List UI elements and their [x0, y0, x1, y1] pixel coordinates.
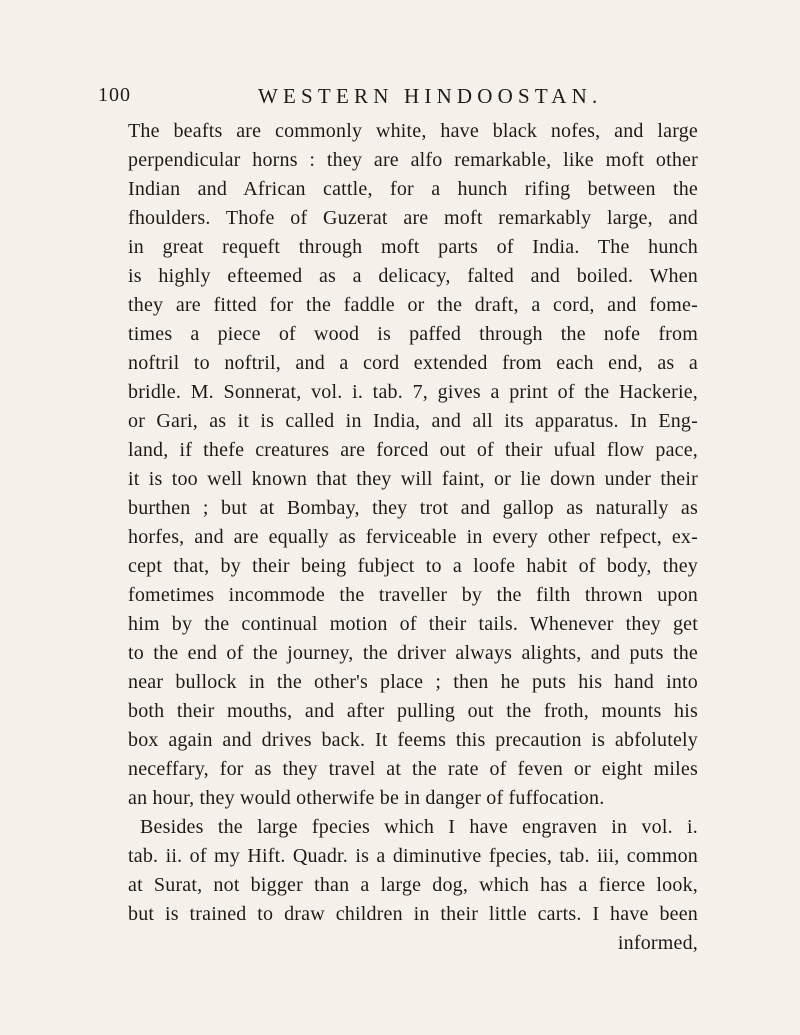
page-header	[0, 84, 800, 114]
text-line: an hour, they would otherwife be in danger of fuffocation.	[128, 787, 605, 809]
text-line: at Surat, not bigger than a large dog, which has a fierce look,	[128, 874, 698, 896]
text-line: noftril to noftril, and a cord extended from each end, as a	[128, 352, 698, 374]
body-text	[128, 117, 698, 958]
text-line: near bullock in the other's place ; then he puts his hand into	[128, 671, 698, 693]
catchword: informed,	[617, 932, 698, 954]
text-line: they are fitted for the faddle or the draft, a cord, and fome-	[128, 294, 698, 316]
text-line: box again and drives back. It feems this precaution is abfolutely	[128, 729, 698, 751]
text-line: him by the continual motion of their tails. Whenever they get	[128, 613, 698, 635]
text-line: fometimes incommode the traveller by the filth thrown upon	[128, 584, 698, 606]
text-line: tab. ii. of my Hift. Quadr. is a diminutive fpecies, tab. iii, common	[128, 845, 698, 867]
text-line: The beafts are commonly white, have black nofes, and large	[128, 120, 698, 142]
text-line: but is trained to draw children in their little carts. I have been	[128, 903, 698, 925]
text-line: horfes, and are equally as ferviceable in every other refpect, ex-	[128, 526, 698, 548]
text-line: Indian and African cattle, for a hunch rifing between the	[128, 178, 698, 200]
text-line: it is too well known that they will faint, or lie down under their	[128, 468, 698, 490]
text-line: to the end of the journey, the driver always alights, and puts the	[128, 642, 698, 664]
text-line: Besides the large fpecies which I have engraven in vol. i.	[140, 816, 698, 838]
text-line: times a piece of wood is paffed through the nofe from	[128, 323, 698, 345]
text-line: burthen ; but at Bombay, they trot and gallop as naturally as	[128, 497, 698, 519]
text-line: bridle. M. Sonnerat, vol. i. tab. 7, gives a print of the Hackerie,	[128, 381, 698, 403]
text-line: cept that, by their being fubject to a loofe habit of body, they	[128, 555, 698, 577]
text-line: both their mouths, and after pulling out the froth, mounts his	[128, 700, 698, 722]
page-number: 100	[98, 84, 131, 106]
text-line: in great requeft through moft parts of India. The hunch	[128, 236, 698, 258]
text-line: land, if thefe creatures are forced out of their ufual flow pace,	[128, 439, 698, 461]
text-line: neceffary, for as they travel at the rate of feven or eight miles	[128, 758, 698, 780]
text-line: fhoulders. Thofe of Guzerat are moft remarkably large, and	[128, 207, 698, 229]
text-line: is highly efteemed as a delicacy, falted and boiled. When	[128, 265, 698, 287]
text-line: or Gari, as it is called in India, and all its apparatus. In Eng-	[128, 410, 698, 432]
running-title: WESTERN HINDOOSTAN.	[258, 84, 603, 108]
text-line: perpendicular horns : they are alfo remarkable, like moft other	[128, 149, 698, 171]
